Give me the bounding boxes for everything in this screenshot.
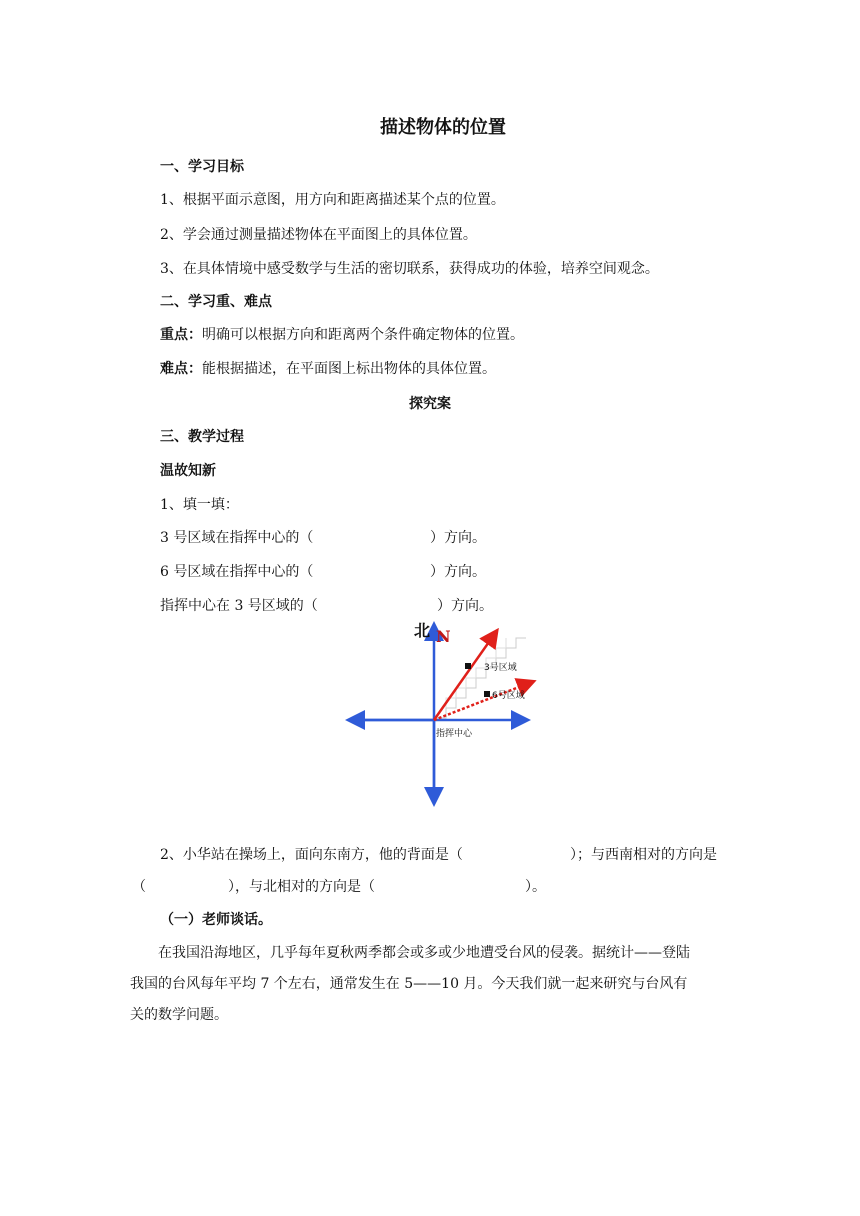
question-2-part-3: （ (132, 879, 146, 895)
question-1-line-1-post: ）方向。 (430, 530, 486, 546)
section-heading-process: 三、教学过程 (160, 429, 244, 445)
question-2-part-1: 2、小华站在操场上，面向东南方，他的背面是（ (160, 847, 463, 863)
key-point-label: 重点： (160, 327, 202, 343)
question-2-part-5: ）。 (525, 879, 546, 895)
question-1-line-3-post: ）方向。 (437, 598, 493, 614)
question-2-part-2: ）；与西南相对的方向是 (570, 847, 717, 863)
goal-item-1: 1、根据平面示意图，用方向和距离描述某个点的位置。 (160, 192, 505, 208)
direction-diagram (336, 612, 552, 808)
teacher-talk-text: 在我国沿海地区，几乎每年夏秋两季都会或多或少地遭受台风的侵袭。据统计——登陆我国的台风每年平均 7 个左右，通常发生在 5——10 月。今天我们就一起来研究与台风有关的数学问题。 (130, 945, 690, 1023)
key-point-text: 明确可以根据方向和距离两个条件确定物体的位置。 (202, 327, 524, 343)
teacher-talk-heading: （一）老师谈话。 (160, 912, 272, 928)
zone-3-label: 3号区域 (484, 663, 517, 673)
question-1-line-2-post: ）方向。 (430, 564, 486, 580)
subtitle: 探究案 (409, 396, 451, 412)
center-label: 指挥中心 (436, 729, 473, 739)
goal-item-3: 3、在具体情境中感受数学与生活的密切联系，获得成功的体验，培养空间观念。 (160, 261, 659, 277)
n-letter: N (436, 627, 451, 646)
direction-diagram-svg (336, 612, 552, 808)
zone-6-label: 6号区域 (492, 691, 525, 701)
key-point-line (160, 325, 524, 345)
question-1-line-2-pre: 6 号区域在指挥中心的（ (160, 564, 314, 580)
question-2-part-4: ），与北相对的方向是（ (228, 879, 375, 895)
section-heading-goals: 一、学习目标 (160, 159, 244, 175)
page-title: 描述物体的位置 (380, 117, 506, 138)
review-heading: 温故知新 (160, 463, 216, 479)
zone-6-point (484, 691, 490, 697)
question-1-line-1-pre: 3 号区域在指挥中心的（ (160, 530, 314, 546)
north-label: 北 (414, 621, 431, 640)
difficulty-text: 能根据描述，在平面图上标出物体的具体位置。 (202, 361, 496, 377)
zone-3-point (465, 663, 471, 669)
question-1-line-3-pre: 指挥中心在 3 号区域的（ (160, 598, 318, 614)
section-heading-key-points: 二、学习重、难点 (160, 294, 272, 310)
teacher-talk-paragraph (130, 938, 700, 1031)
difficulty-line (160, 359, 496, 379)
goal-item-2: 2、学会通过测量描述物体在平面图上的具体位置。 (160, 227, 477, 243)
staircase-outline (436, 638, 526, 718)
difficulty-label: 难点： (160, 361, 202, 377)
question-1-title: 1、填一填： (160, 497, 239, 513)
